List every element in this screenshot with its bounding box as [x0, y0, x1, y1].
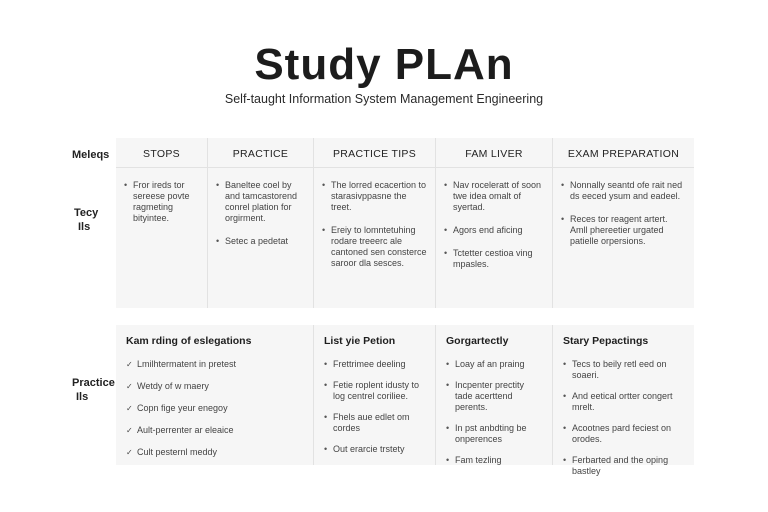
table1-column: [314, 168, 436, 308]
table1-header-cell: STOPS: [116, 138, 208, 168]
table1-header-cell: FAM LIVER: [436, 138, 553, 168]
list-item: • Fam tezling: [446, 455, 544, 466]
row-label-bottom-line1: Practice: [72, 377, 115, 389]
table1-header-cell: EXAM PREPARATION: [553, 138, 694, 168]
table1-header-cell: PRACTICE TIPS: [314, 138, 436, 168]
table1-header-cell: PRACTICE: [208, 138, 314, 168]
list-item: • Tctetter cestioa ving mpasles.: [444, 248, 544, 270]
table2-column: [116, 325, 314, 465]
list-item: • And eetical ortter congert mrelt.: [563, 391, 686, 413]
page-subtitle: Self-taught Information System Management Engineering: [224, 92, 544, 106]
table1-column: [116, 168, 208, 308]
checklist-item: ✓ Copn fige yeur enegoy: [126, 403, 305, 414]
table1-column: [553, 168, 694, 308]
checklist-item: ✓ Wetdy of w maery: [126, 381, 305, 392]
row-label-top-line2: Ils: [78, 221, 91, 233]
list-item: • Fetie roplent idusty to log centrel coriliee.: [324, 380, 427, 402]
table2-column: [314, 325, 436, 465]
list-item: • Ferbarted and the oping bastley: [563, 455, 686, 477]
list-item: • Out erarcie trstety: [324, 444, 427, 455]
list-item: • Fror ireds tor sereese povte ragmeting bityintee.: [124, 180, 199, 224]
list-item: • Ereiy to lomntetuhing rodare treeerc ale cantoned sen consterce saroor dla sesces.: [322, 225, 427, 269]
table2-header: Kam rding of eslegations: [126, 335, 252, 347]
list-item: • Nonnally seantd ofe rait ned ds eeced ysum and eadeel.: [561, 180, 686, 202]
table2-column: [436, 325, 553, 465]
list-item: • Agors end aficing: [444, 225, 544, 236]
table1-column: [436, 168, 553, 308]
table2-header: Stary Pepactings: [563, 335, 649, 347]
table2-header: Gorgartectly: [446, 335, 509, 347]
bottom-table: [116, 325, 694, 476]
table2-column: [553, 325, 694, 476]
checklist-item: ✓ Ault-perrenter ar eleaice: [126, 425, 305, 436]
list-item: • Setec a pedetat: [216, 236, 305, 247]
list-item: • The lorred ecacertion to starasivppasne the treet.: [322, 180, 427, 213]
table2-header: List yie Petion: [324, 335, 396, 347]
list-item: • Tecs to beily retl eed on soaeri.: [563, 359, 686, 381]
row-label-header: Meleqs: [72, 149, 110, 161]
list-item: • Baneltee coel by and tamcastorend conrel plation for orgirment.: [216, 180, 305, 224]
table1-column: [208, 168, 314, 308]
list-item: • Nav roceleratt of soon twe idea omalt of syertad.: [444, 180, 544, 213]
checklist-item: ✓ Cult pesternl meddy: [126, 447, 305, 458]
list-item: • Reces tor reagent artert. Amll phereetier urgated patielle orpersions.: [561, 214, 686, 247]
row-label-bottom: [72, 376, 115, 404]
list-item: • Fhels aue edlet om cordes: [324, 412, 427, 434]
list-item: • In pst anbdting be onperences: [446, 423, 544, 445]
top-table: [116, 138, 694, 308]
list-item: • Acootnes pard feciest on orodes.: [563, 423, 686, 445]
page-title: Study PLAn: [254, 40, 514, 89]
list-item: • Incpenter prectity tade acerttend perents.: [446, 380, 544, 413]
list-item: • Frettrimee deeling: [324, 359, 427, 370]
list-item: • Loay af an praing: [446, 359, 544, 370]
row-label-bottom-line2: Ils: [76, 391, 89, 403]
checklist-item: ✓ Lmilhtermatent in pretest: [126, 359, 305, 370]
row-label-top: [74, 206, 98, 234]
row-label-top-line1: Tecy: [74, 207, 99, 219]
